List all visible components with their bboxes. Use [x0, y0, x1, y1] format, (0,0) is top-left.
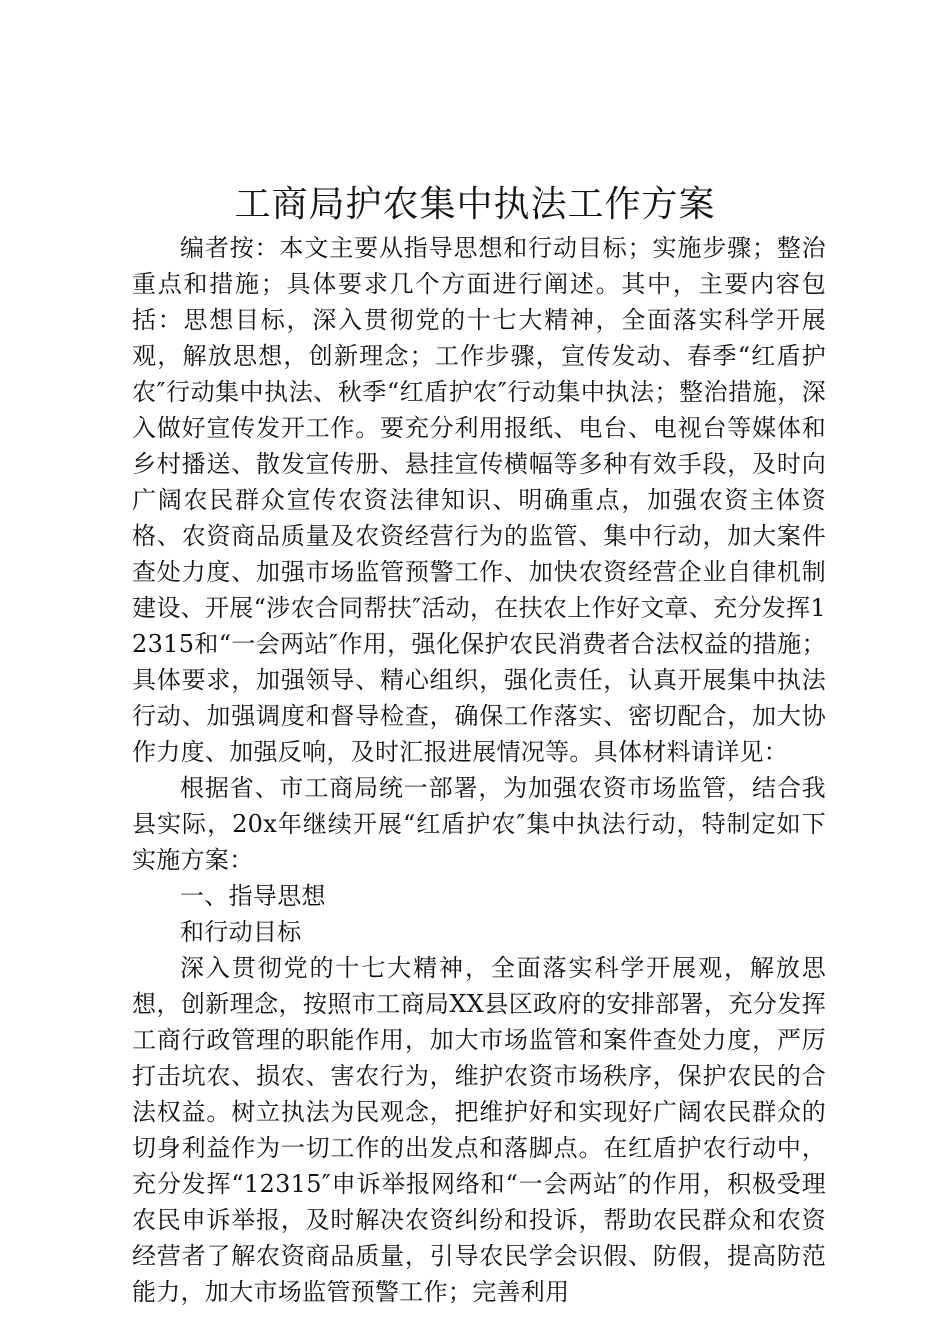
paragraph-editor-note: 编者按：本文主要从指导思想和行动目标；实施步骤；整治重点和措施；具体要求几个方面进行阐述。其中，主要内容包括：思想目标，深入贯彻党的十七大精神，全面落实科学开展观，解放思想，创新理念；工作步骤，宣传发动、春季“红盾护农″行动集中执法、秋季“红盾护农″行动集中执法；整治措施，深入做好宣传发开工作。要充分利用报纸、电台、电视台等媒体和乡村播送、散发宣传册、悬挂宣传横幅等多种有效手段，及时向广阔农民群众宣传农资法律知识、明确重点，加强农资主体资格、农资商品质量及农资经营行为的监管、集中行动，加大案件查处力度、加强市场监管预警工作、加快农资经营企业自律机制建设、开展“涉农合同帮扶″活动，在扶农上作好文章、充分发挥12315和“一会两站″作用，强化保护农民消费者合法权益的措施；具体要求，加强领导、精心组织，强化责任，认真开展集中执法行动、加强调度和督导检查，确保工作落实、密切配合，加大协作力度、加强反响，及时汇报进展情况等。具体材料请详见：	[132, 234, 826, 766]
section-heading-action-goal: 和行动目标	[180, 918, 302, 946]
paragraph-guiding-thought-body: 深入贯彻党的十七大精神，全面落实科学开展观，解放思想，创新理念，按照市工商局XX县区政府的安排部署，充分发挥工商行政管理的职能作用，加大市场监管和案件查处力度，严厉打击坑农、损农、害农行为，维护农资市场秩序，保护农民的合法权益。树立执法为民观念，把维护好和实现好广阔农民群众的切身利益作为一切工作的出发点和落脚点。在红盾护农行动中，充分发挥“12315″申诉举报网络和“一会两站″的作用，积极受理农民申诉举报，及时解决农资纠纷和投诉，帮助农民群众和农资经营者了解农资商品质量，引导农民学会识假、防假，提高防范能力，加大市场监管预警工作；完善利用	[132, 954, 826, 1306]
document-title: 工商局护农集中执法工作方案	[234, 184, 716, 225]
document-body	[132, 230, 826, 1310]
section-heading-guiding-thought: 一、指导思想	[180, 882, 326, 910]
paragraph-intro: 根据省、市工商局统一部署，为加强农资市场监管，结合我县实际，20x年继续开展“红盾护农″集中执法行动，特制定如下实施方案：	[132, 774, 826, 874]
